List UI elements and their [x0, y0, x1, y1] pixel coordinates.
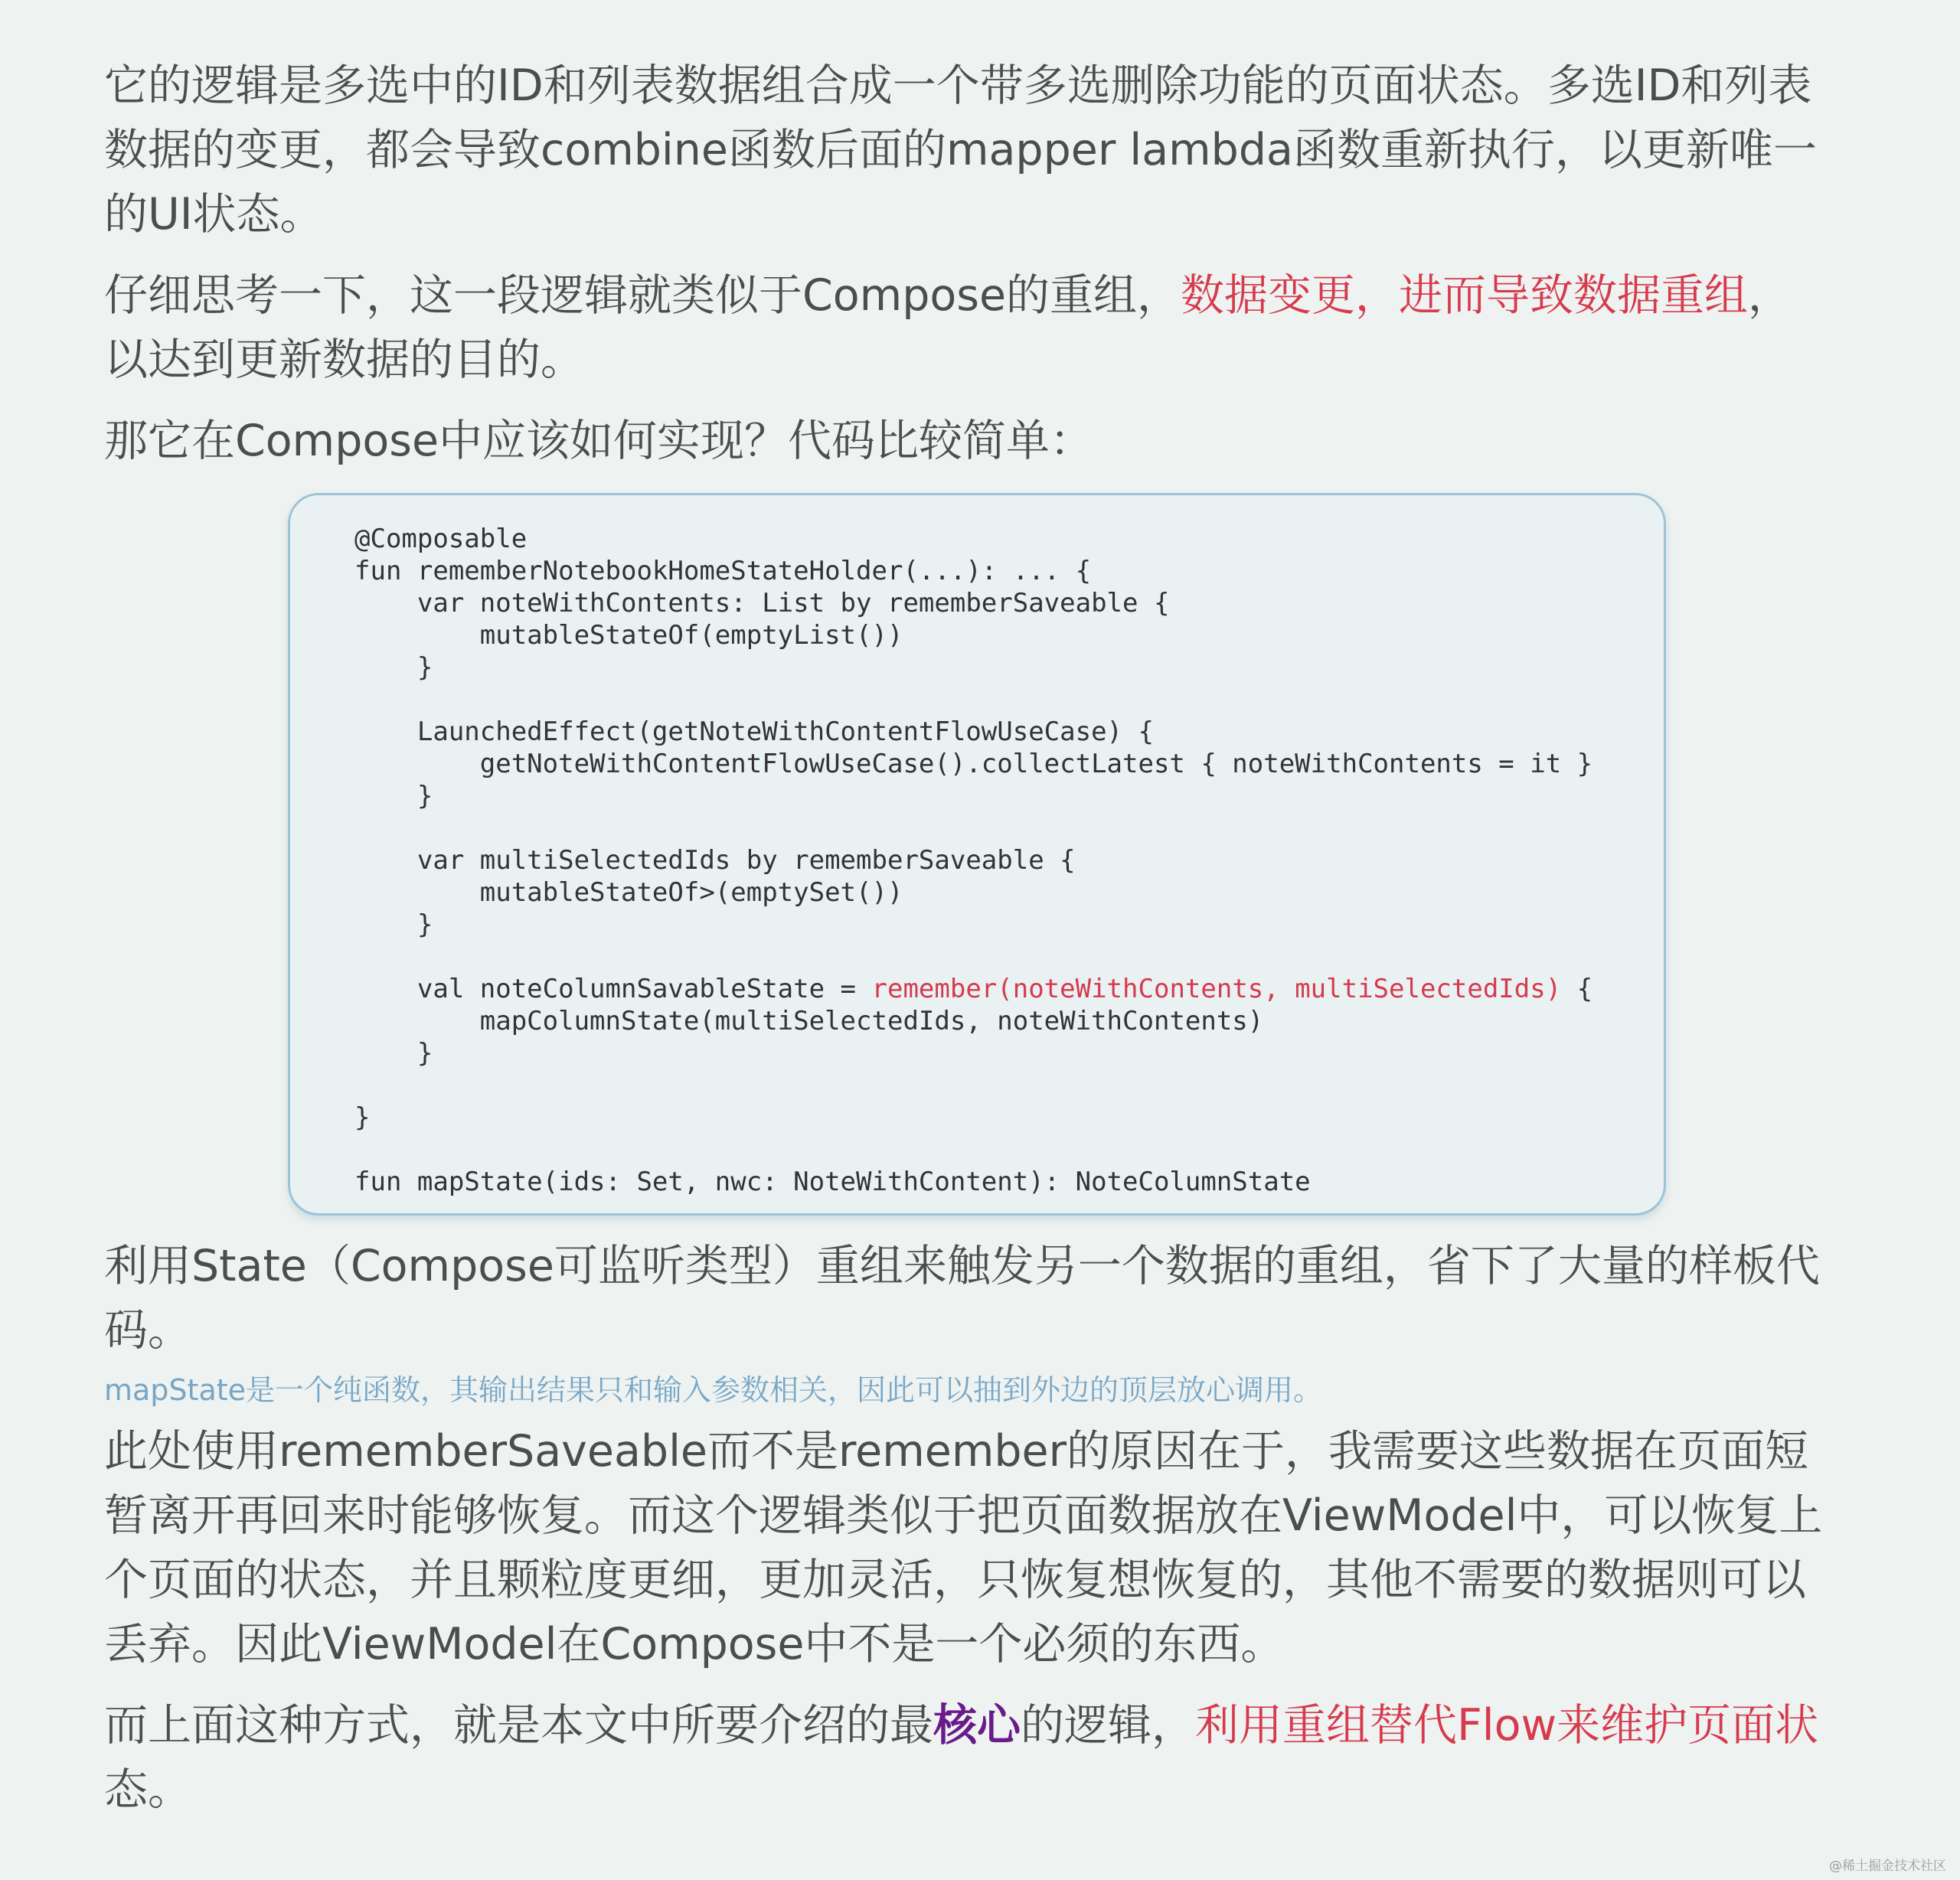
text-segment: 仔细思考一下，这一段逻辑就类似于Compose的重组， — [104, 270, 1181, 321]
code-content — [354, 523, 1664, 1198]
code-line — [354, 812, 1664, 844]
code-line: @Composable — [354, 524, 528, 554]
note-pure-function: mapState是一个纯函数，其输出结果只和输入参数相关，因此可以抽到外边的顶层放心调用。 — [104, 1373, 1323, 1407]
code-line: fun mapState(ids: Set, nwc: NoteWithContent): NoteColumnState — [354, 1167, 1311, 1197]
highlight-text: 数据变更，进而导致数据重组 — [1181, 270, 1749, 321]
code-line: } — [354, 909, 433, 940]
code-line — [354, 941, 1664, 973]
text-segment: 而上面这种方式，就是本文中所要介绍的最 — [104, 1700, 933, 1751]
code-line: } — [354, 781, 433, 811]
code-line — [354, 1134, 1664, 1166]
watermark: @稀土掘金技术社区 — [1829, 1859, 1946, 1874]
code-line: mutableStateOf(emptyList()) — [354, 620, 903, 651]
code-line: var multiSelectedIds by rememberSaveable { — [354, 845, 1076, 876]
code-line: mapColumnState(multiSelectedIds, noteWithContents) — [354, 1006, 1264, 1036]
code-segment: val noteColumnSavableState = — [354, 974, 872, 1004]
paragraph-state-recompose: 利用State（Compose可监听类型）重组来触发另一个数据的重组，省下了大量的样板代码。 — [104, 1241, 1820, 1356]
paragraph-combine-logic: 它的逻辑是多选中的ID和列表数据组合成一个带多选删除功能的页面状态。多选ID和列表数据的变更，都会导致combine函数后面的mapper lambda函数重新执行，以更新唯一的UI状态。 — [104, 60, 1817, 240]
code-line — [354, 684, 1664, 716]
code-line: LaunchedEffect(getNoteWithContentFlowUseCase) { — [354, 716, 1154, 747]
text-segment: 态。 — [104, 1764, 191, 1815]
code-line: } — [354, 652, 433, 683]
code-line — [354, 1069, 1664, 1102]
code-segment: { — [1561, 974, 1593, 1004]
paragraph-core-logic — [104, 1693, 1834, 1822]
code-line-remember — [354, 973, 1664, 1005]
code-highlight: remember(noteWithContents, multiSelectedIds) — [871, 974, 1562, 1004]
paragraph-remember-saveable: 此处使用rememberSaveable而不是remember的原因在于，我需要这些数据在页面短暂离开再回来时能够恢复。而这个逻辑类似于把页面数据放在ViewModel中，可以恢复上个页面的状态，并且颗粒度更细，更加灵活，只恢复想恢复的，其他不需要的数据则可以丢弃。因此ViewModel在Compose中不是一个必须的东西。 — [104, 1426, 1823, 1669]
text-segment: ，以达到更新数据的目的。 — [104, 270, 1792, 385]
highlight-text: 利用重组替代Flow来维护页面状 — [1195, 1700, 1819, 1751]
code-line: } — [354, 1102, 371, 1133]
code-line: getNoteWithContentFlowUseCase().collectLatest { noteWithContents = it } — [354, 749, 1593, 779]
emphasis-text: 核心 — [933, 1700, 1021, 1751]
article-body — [104, 54, 1834, 1822]
code-line: } — [354, 1038, 433, 1069]
code-block — [288, 493, 1666, 1216]
paragraph-recompose-analogy — [104, 263, 1834, 392]
code-line: var noteWithContents: List by rememberSaveable { — [354, 588, 1170, 619]
code-line: fun rememberNotebookHomeStateHolder(...): ... { — [354, 556, 1092, 586]
text-segment: 的逻辑， — [1021, 1700, 1195, 1751]
paragraph-implementation-intro: 那它在Compose中应该如何实现？代码比较简单： — [104, 416, 1094, 466]
code-line: mutableStateOf>(emptySet()) — [354, 877, 903, 908]
